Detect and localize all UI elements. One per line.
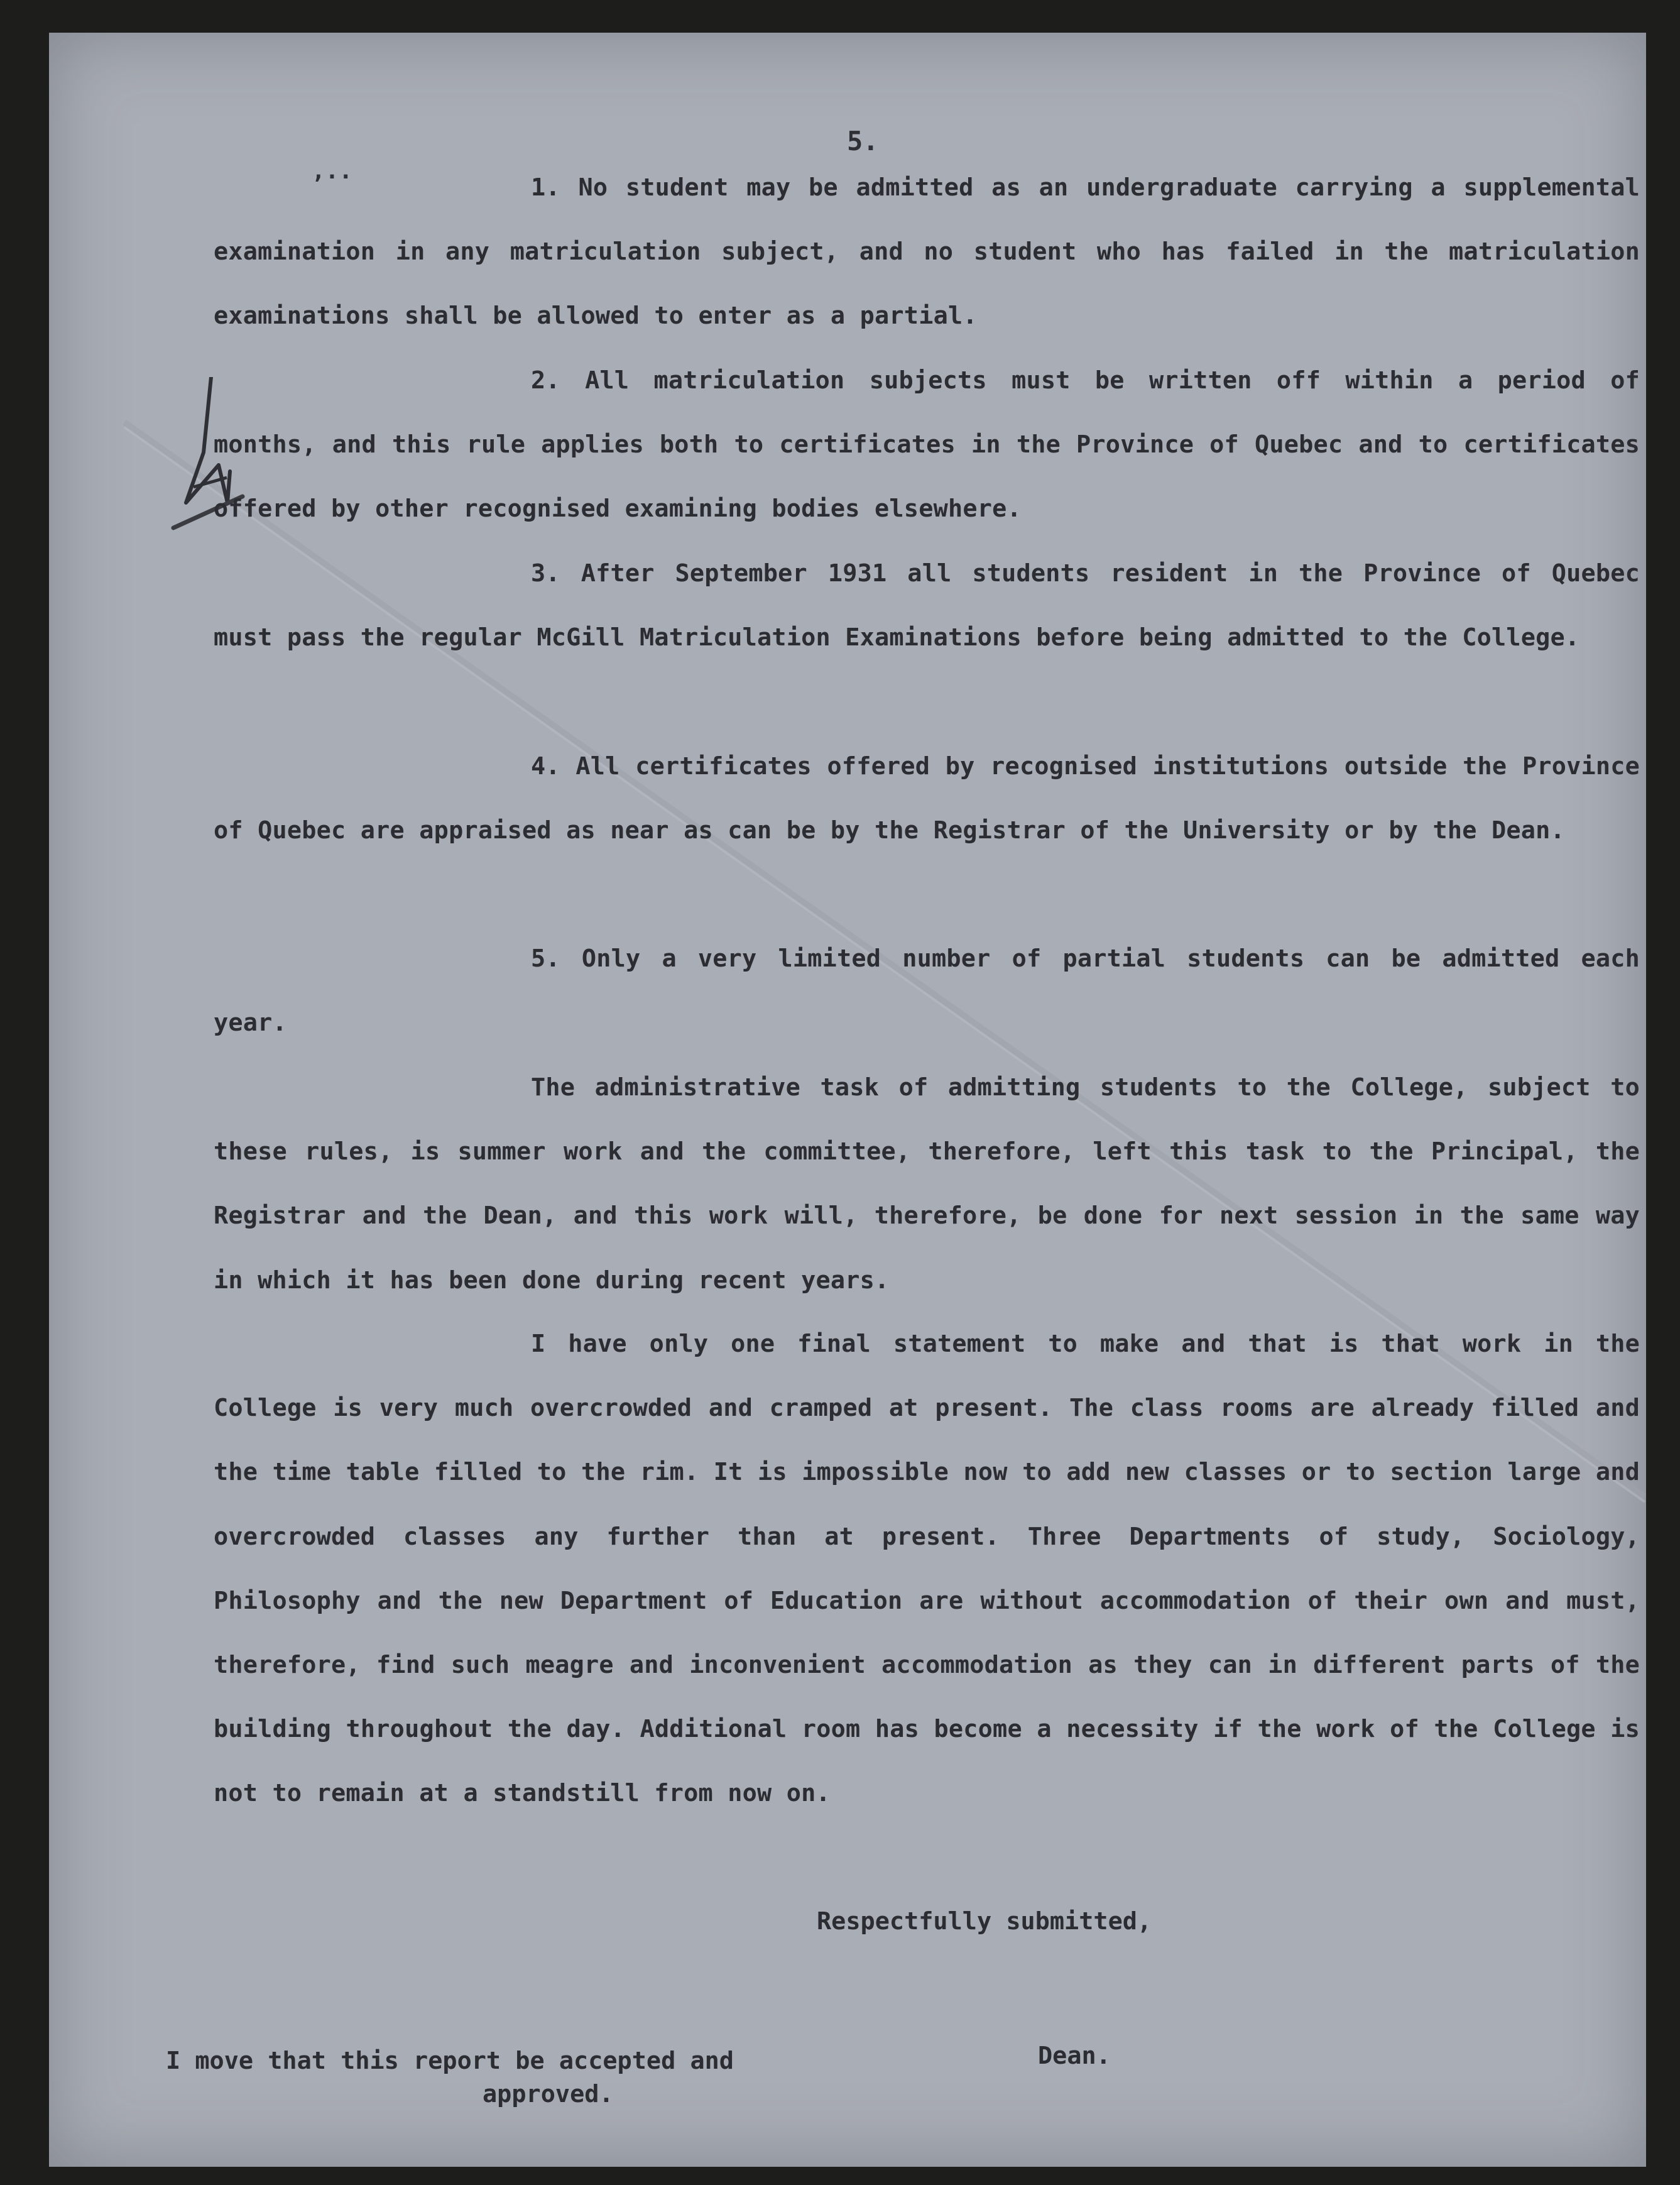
rule-1-paragraph: 1. No student may be admitted as an undergraduate carrying a supplemental examination in any matriculation subject, and no student who has failed in the matriculation examinations shall be allowed to enter as a partial. — [214, 173, 1640, 331]
rule-2-paragraph: 2. All matriculation subjects must be written off within a period of months, and this rule applies both to certificates in the Province of Quebec and to certificates offered by other recognised examining bodies elsewhere. — [214, 366, 1640, 523]
rule-5-paragraph: 5. Only a very limited number of partial students can be admitted each year. — [214, 945, 1640, 1038]
motion-line-1: I move that this report be accepted and — [166, 2047, 734, 2075]
document-sheet — [49, 33, 1646, 2167]
administrative-paragraph: The administrative task of admitting students to the College, subject to these rules, is summer work and the committee, therefore, left this task to the Principal, the Registrar and the Dean, and this work will, therefore, be done for next session in the same way in which it has been done during recent years. — [214, 1073, 1640, 1295]
margin-smudge: ,.. — [312, 158, 353, 184]
overcrowding-paragraph: I have only one final statement to make and that is that work in the College is very much overcrowded and cramped at present. The class rooms are already filled and the time table filled to the rim. It is impossible now to add new classes or to section large and overcrowded classes any further than at present. Three Departments of study, Sociology, Philosophy and the new Department of Education are without accommodation of their own and must, therefore, find such meagre and inconvenient accommodation as they can in different parts of the building throughout the day. Additional room has become a necessity if the work of the College is not to remain at a standstill from now on. — [214, 1330, 1640, 1808]
closing-line: Respectfully submitted, — [817, 1907, 1152, 1936]
rule-3-paragraph: 3. After September 1931 all students resident in the Province of Quebec must pass the regular McGill Matriculation Examinations before being admitted to the College. — [214, 559, 1640, 652]
rule-4-paragraph: 4. All certificates offered by recognised institutions outside the Province of Quebec are appraised as near as can be by the Registrar of the University or by the Dean. — [214, 752, 1640, 845]
motion-line-2: approved. — [483, 2080, 614, 2108]
page-number: 5. — [847, 126, 879, 156]
signatory-dean: Dean. — [1038, 2042, 1111, 2070]
